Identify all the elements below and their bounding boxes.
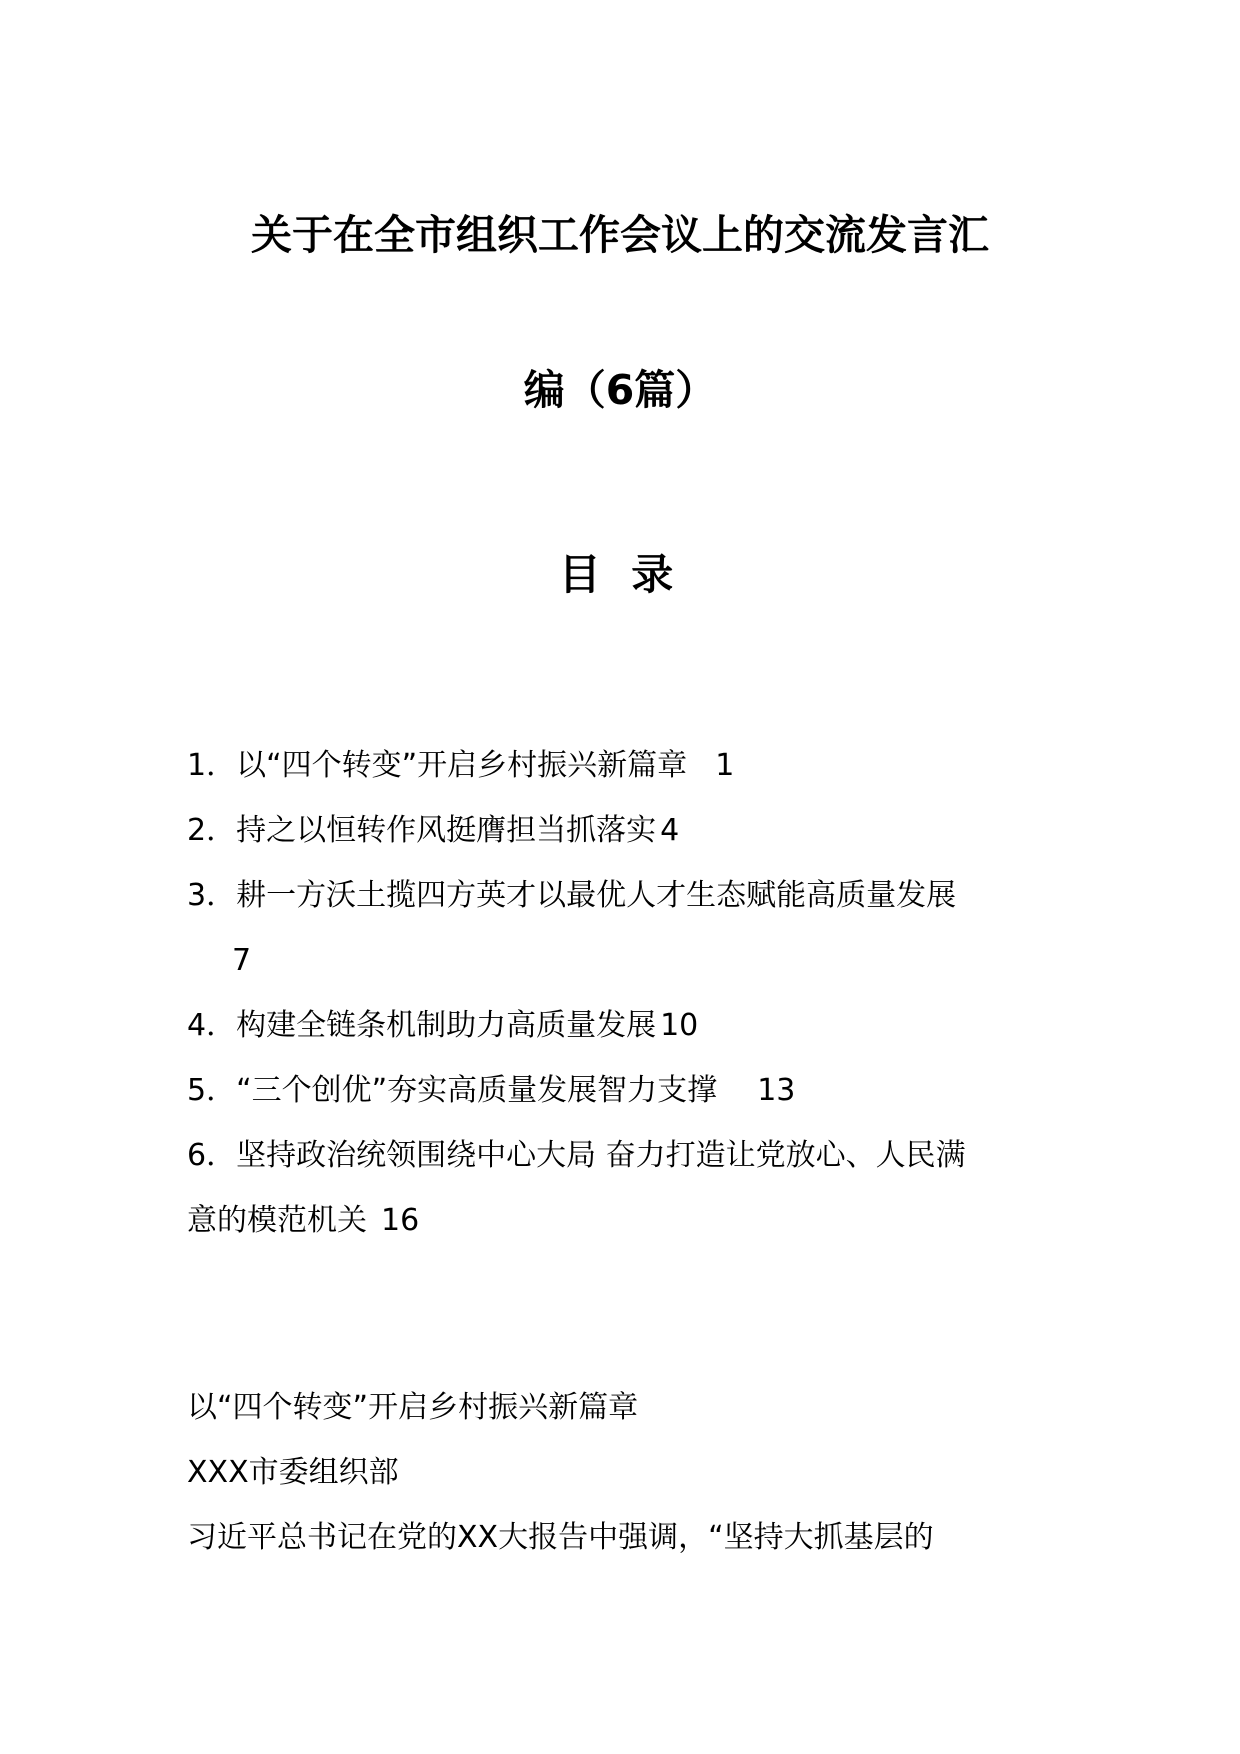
document-title-line-2: 编（6篇） — [523, 366, 717, 414]
toc-item-6[interactable] — [187, 1123, 1057, 1188]
toc-item-title: 耕一方沃土揽四方英才以最优人才生态赋能高质量发展 — [236, 878, 957, 913]
toc-item-page: 7 — [232, 943, 252, 978]
toc-item-page: 4 — [660, 813, 680, 848]
toc-item-page: 10 — [660, 1008, 699, 1043]
article-body — [187, 1375, 1067, 1570]
toc-item-4[interactable] — [187, 993, 1057, 1058]
toc-item-1[interactable] — [187, 733, 1057, 798]
toc-item-number: 1． — [187, 748, 237, 783]
toc-item-title: 持之以恒转作风挺膺担当抓落实 — [236, 813, 657, 848]
toc-item-2[interactable] — [187, 798, 1057, 863]
toc-item-title: “三个创优”夯实高质量发展智力支撑 — [236, 1073, 718, 1108]
toc-item-page: 1 — [715, 748, 735, 783]
toc-item-number: 3． — [187, 878, 237, 913]
toc-item-title: 以“四个转变”开启乡村振兴新篇章 — [236, 748, 688, 783]
article-paragraph-start: 习近平总书记在党的XX大报告中强调，“坚持大抓基层的 — [187, 1520, 934, 1555]
toc-item-page: 13 — [757, 1073, 796, 1108]
toc-item-title-continued: 意的模范机关 — [187, 1203, 367, 1238]
toc-item-page: 16 — [381, 1203, 420, 1238]
toc-item-3-page-line[interactable] — [187, 928, 1057, 993]
table-of-contents — [187, 733, 1057, 1253]
toc-item-number: 6． — [187, 1138, 237, 1173]
document-title-line-1: 关于在全市组织工作会议上的交流发言汇 — [251, 211, 989, 259]
article-title: 以“四个转变”开启乡村振兴新篇章 — [187, 1390, 639, 1425]
toc-item-title: 构建全链条机制助力高质量发展 — [236, 1008, 657, 1043]
toc-item-number: 2． — [187, 813, 237, 848]
toc-item-number: 4． — [187, 1008, 237, 1043]
toc-item-5[interactable] — [187, 1058, 1057, 1123]
toc-item-title: 坚持政治统领围绕中心大局 奋力打造让党放心、人民满 — [236, 1138, 966, 1173]
toc-item-number: 5． — [187, 1073, 237, 1108]
article-author: XXX市委组织部 — [187, 1455, 399, 1490]
toc-item-6-continued[interactable] — [187, 1188, 1057, 1253]
toc-item-3[interactable] — [187, 863, 1057, 928]
toc-heading: 目 录 — [558, 550, 682, 599]
